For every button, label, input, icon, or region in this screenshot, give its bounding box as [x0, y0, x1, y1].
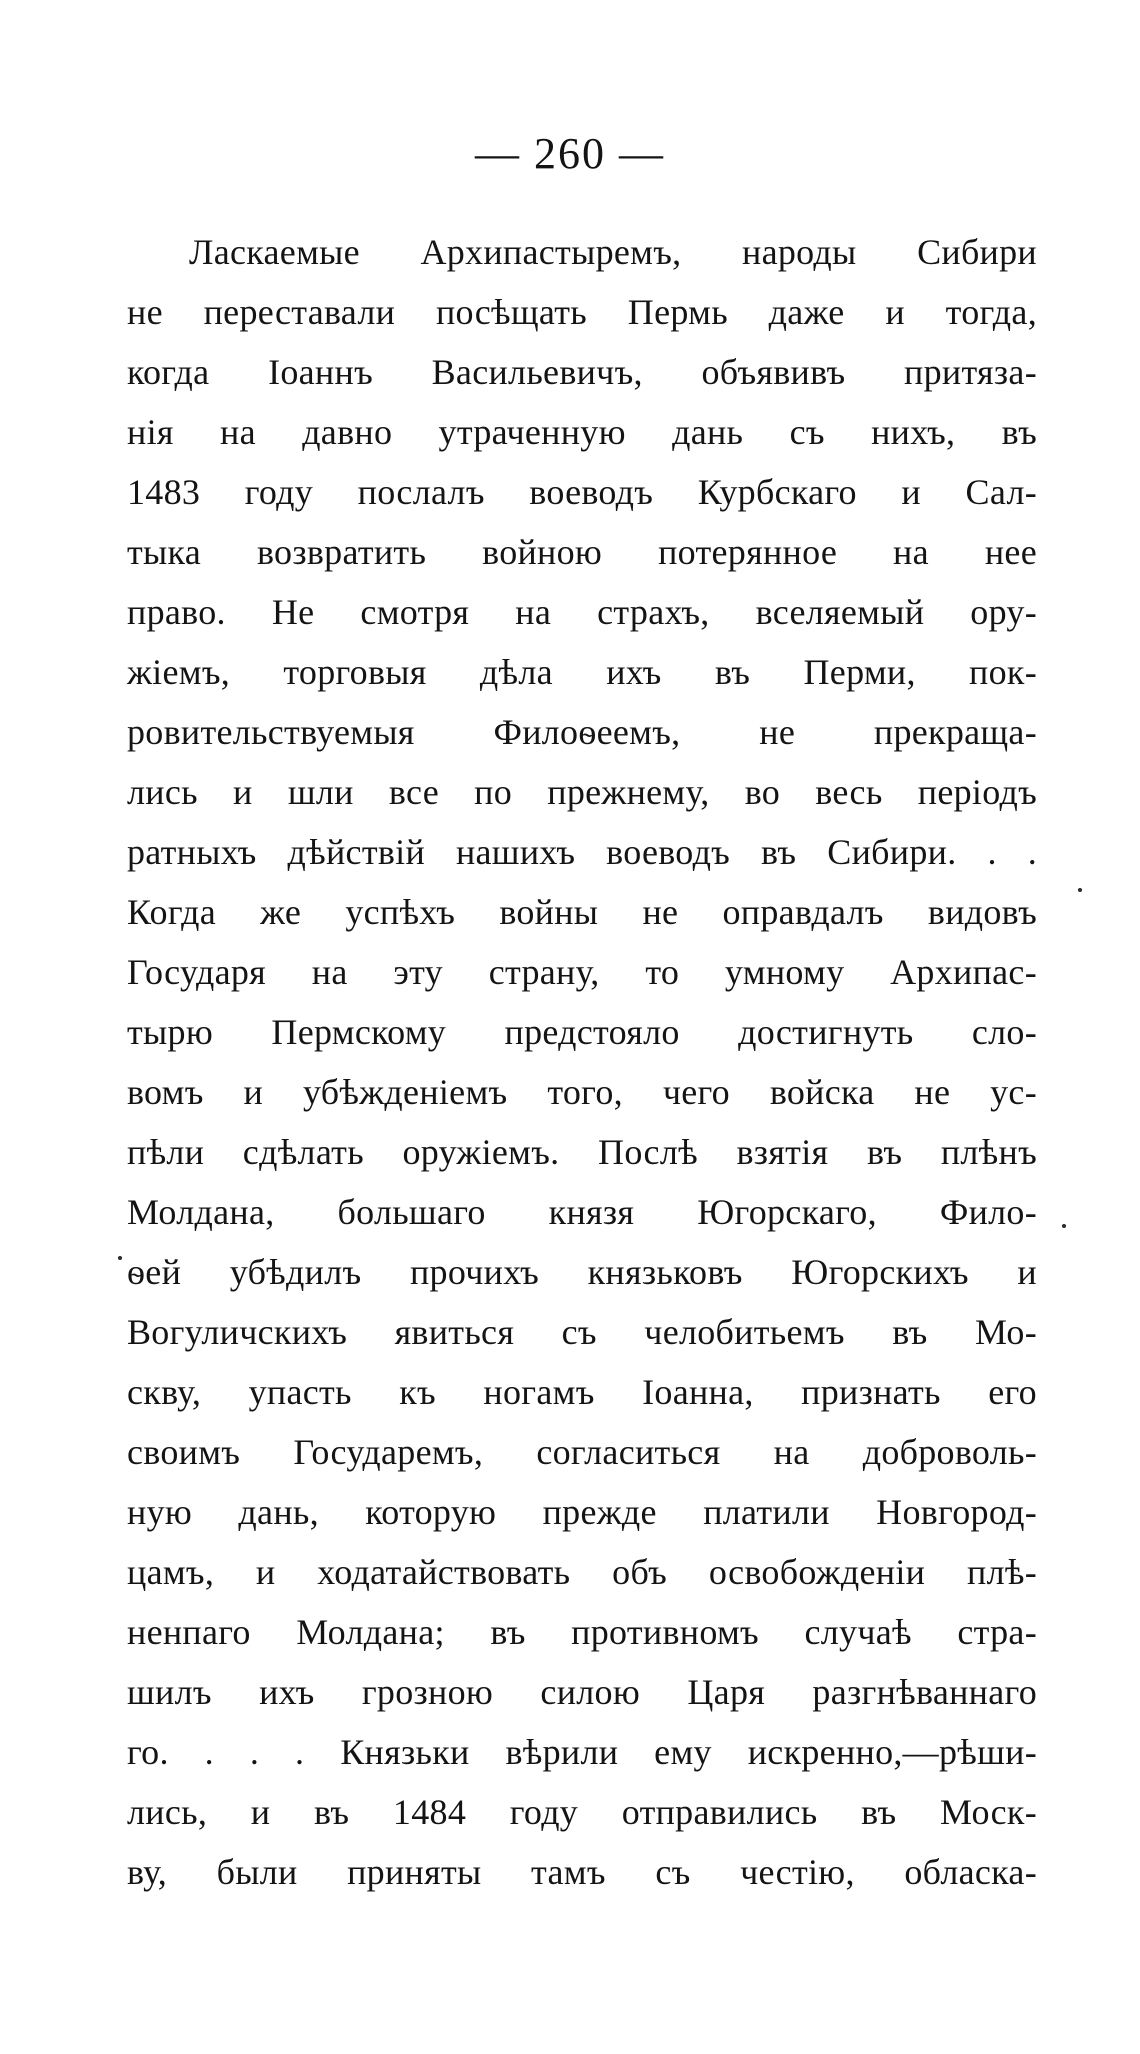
text-line: цамъ, и ходатайствовать объ освобожденіи плѣ-: [127, 1552, 1037, 1592]
text-line: 1483 году послалъ воеводъ Курбскаго и Сал-: [127, 472, 1037, 512]
text-line: когда Іоаннъ Васильевичъ, объявивъ притяза-: [127, 352, 1037, 392]
text-line: тырю Пермскому предстояло достигнуть сло-: [127, 1012, 1037, 1052]
text-line: ненпаго Молдана; въ противномъ случаѣ стра-: [127, 1612, 1037, 1652]
text-line: шилъ ихъ грозною силою Царя разгнѣваннаго: [127, 1672, 1037, 1712]
text-line: тыка возвратить войною потерянное на нее: [127, 532, 1037, 572]
print-speck: [1078, 888, 1082, 892]
text-line: право. Не смотря на страхъ, вселяемый ору-: [127, 592, 1037, 632]
text-line: скву, упасть къ ногамъ Іоанна, признать его: [127, 1372, 1037, 1412]
text-line: Ласкаемые Архипастыремъ, народы Сибири: [189, 232, 1037, 272]
text-line: лись и шли все по прежнему, во весь періодъ: [127, 772, 1037, 812]
text-line: своимъ Государемъ, согласиться на доброволь-: [127, 1432, 1037, 1472]
text-line: ѳей убѣдилъ прочихъ князьковъ Югорскихъ и: [127, 1252, 1037, 1292]
text-line: ратныхъ дѣйствій нашихъ воеводъ въ Сибири. . .: [127, 832, 1037, 872]
text-line: не переставали посѣщать Пермь даже и тогда,: [127, 292, 1037, 332]
text-line: пѣли сдѣлать оружіемъ. Послѣ взятія въ плѣнъ: [127, 1132, 1037, 1172]
text-line: вомъ и убѣжденіемъ того, чего войска не ус-: [127, 1072, 1037, 1112]
text-line: лись, и въ 1484 году отправились въ Моск-: [127, 1792, 1037, 1832]
text-line: жіемъ, торговыя дѣла ихъ въ Перми, пок-: [127, 652, 1037, 692]
text-line: Когда же успѣхъ войны не оправдалъ видовъ: [127, 892, 1037, 932]
text-line: ную дань, которую прежде платили Новгород-: [127, 1492, 1037, 1532]
print-speck: [1062, 1224, 1066, 1228]
text-line: ву, были приняты тамъ съ честію, обласка-: [127, 1852, 1037, 1892]
text-line: Вогуличскихъ явиться съ челобитьемъ въ Мо-: [127, 1312, 1037, 1352]
text-line: нія на давно утраченную дань съ нихъ, въ: [127, 412, 1037, 452]
text-line: Государя на эту страну, то умному Архипас-: [127, 952, 1037, 992]
page-number: — 260 —: [475, 129, 665, 178]
text-line: ровительствуемыя Филоѳеемъ, не прекраща-: [127, 712, 1037, 752]
text-line: го. . . . Князьки вѣрили ему искренно,—рѣши-: [127, 1732, 1037, 1772]
body-text: [127, 222, 1037, 1902]
text-line: Молдана, большаго князя Югорскаго, Фило-: [127, 1192, 1037, 1232]
print-speck: [118, 1256, 122, 1260]
